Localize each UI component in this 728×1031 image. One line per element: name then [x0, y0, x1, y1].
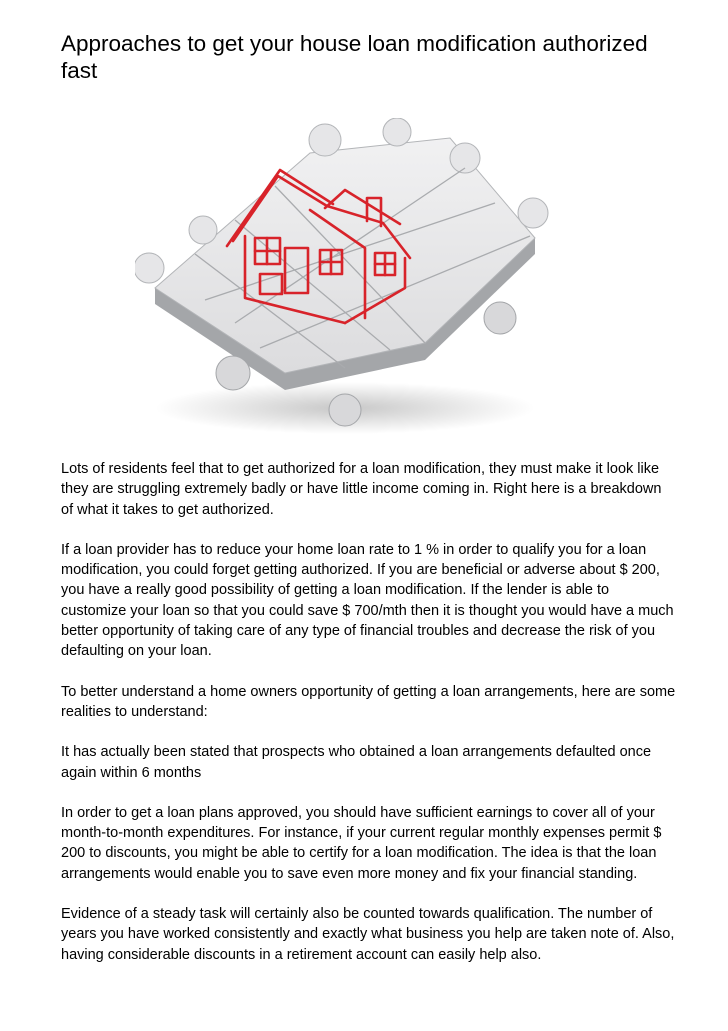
paragraph: It has actually been stated that prospects who obtained a loan arrangements defaulted once again within 6 months: [61, 744, 652, 781]
house-puzzle-icon: [135, 118, 555, 438]
page-title: Approaches to get your house loan modification authorized fast: [61, 31, 648, 83]
paragraph: Evidence of a steady task will certainly also be counted towards qualification. The number of years you have worked consistently and exactly what business you help are taken note of. Also, having considerable discounts in a retirement account can easily help also.: [61, 906, 675, 963]
paragraph: To better understand a home owners opportunity of getting a loan arrangements, here are some realities to understand:: [61, 683, 676, 720]
article-body: [61, 459, 676, 985]
paragraph: Lots of residents feel that to get authorized for a loan modification, they must make it look like they are struggling extremely badly or have little income coming in. Right here is a breakdown of what it takes to get authorized.: [61, 461, 662, 518]
paragraph: If a loan provider has to reduce your home loan rate to 1 % in order to qualify you for a loan modification, you could forget getting authorized. If you are beneficial or adverse about $ 200, you have a really good possibility of getting a loan modification. If the lender is able to customize your loan so that you could save $ 700/mth then it is thought you would have a much better opportunity of taking care of any type of financial troubles and decrease the risk of you defaulting on your loan.: [61, 541, 674, 660]
paragraph: In order to get a loan plans approved, you should have sufficient earnings to cover all of your month-to-month expenditures. For instance, if your current regular monthly expenses permit $ 200 to discounts, you might be able to certify for a loan modification. The idea is that the loan arrangements would enable you to save even more money and fix your financial standing.: [61, 804, 662, 882]
house-puzzle-illustration: [135, 118, 555, 438]
